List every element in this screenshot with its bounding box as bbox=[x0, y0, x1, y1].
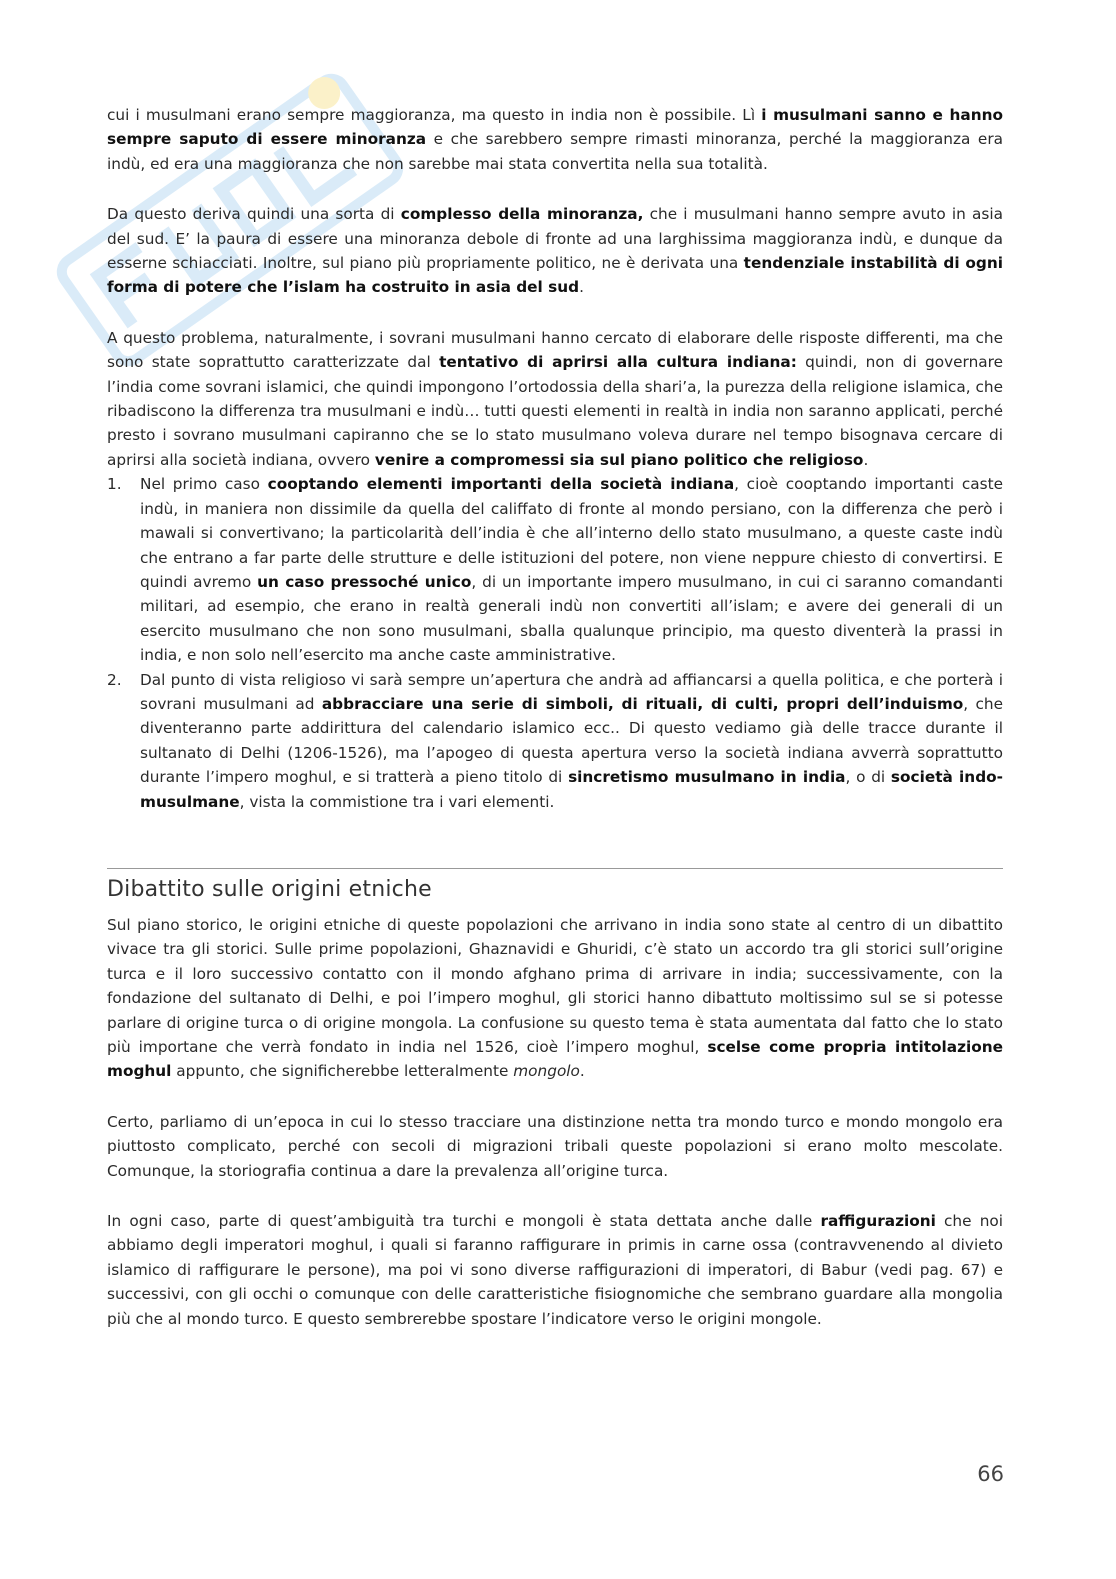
document-body bbox=[107, 103, 1003, 1331]
section-heading: Dibattito sulle origini etniche bbox=[107, 876, 432, 902]
list-item: 1. Nel primo caso cooptando elementi importanti della società indiana, cioè cooptando importanti caste indù, in maniera non dissimile da quella del califfato di fronte al mondo persiano, con la differenza che però i mawali si convertivano; la particolarità dell’india è che all’interno dello stato musulmano, a queste caste indù che entrano a far parte delle strutture e delle istituzioni del potere, non viene neppure chiesto di convertirsi. E quindi avremo un caso pressoché unico, di un importante impero musulmano, in cui ci saranno comandanti militari, ad esempio, che erano in realtà generali indù non convertiti all’islam; e avere dei generali di un esercito musulmano che non sono musulmani, sballa qualunque principio, ma questo diventerà la prassi in india, e non solo nell’esercito ma anche caste amministrative. bbox=[107, 475, 1003, 665]
paragraph-apertura-cultura-indiana: A questo problema, naturalmente, i sovrani musulmani hanno cercato di elaborare delle risposte differenti, ma che sono state soprattutto caratterizzate dal tentativo di aprirsi alla cultura indiana: quindi, non di governare l’india come sovrani islamici, che quindi impongono l’ortodossia della shari’a, la purezza della religione islamica, che ribadiscono la differenza tra musulmani e indù… tutti questi elementi in realtà in india non saranno applicati, perché presto i sovrano musulmani capiranno che se lo stato musulmano voleva durare nel tempo bisognava cercare di aprirsi alla società indiana, ovvero venire a compromessi sia sul piano politico che religioso. bbox=[107, 328, 1004, 469]
paragraph-minoranza: cui i musulmani erano sempre maggioranza, ma questo in india non è possibile. Lì i musulmani sanno e hanno sempre saputo di essere minoranza e che sarebbero sempre rimasti minoranza, perché la maggioranza era indù, ed era una maggioranza che non sarebbe mai stata convertita nella sua totalità. bbox=[107, 106, 1003, 173]
paragraph-origini-etniche: Sul piano storico, le origini etniche di queste popolazioni che arrivano in india sono state al centro di un dibattito vivace tra gli storici. Sulle prime popolazioni, Ghaznavidi e Ghuridi, c’è stato un accordo tra gli storici sull’origine turca e il loro successivo contatto con il mondo afghano prima di arrivare in india; successivamente, con la fondazione del sultanato di Delhi, e poi l’impero moghul, gli storici hanno dibattuto moltissimo sul se si potesse parlare di origine turca o di origine mongola. La confusione su questo tema è stata aumentata dal fatto che lo stato più importane che verrà fondato in india nel 1526, cioè l’impero moghul, scelse come propria intitolazione moghul appunto, che significherebbe letteralmente mongolo. bbox=[107, 915, 1003, 1081]
section-divider bbox=[107, 868, 1003, 869]
page-number: 66 bbox=[977, 1462, 1004, 1486]
list-item: 2. Dal punto di vista religioso vi sarà sempre un’apertura che andrà ad affiancarsi a quella politica, e che porterà i sovrani musulmani ad abbracciare una serie di simboli, di rituali, di culti, propri dell’induismo, che diventeranno parte addirittura del calendario islamico ecc.. Di questo vediamo già delle tracce durante il sultanato di Delhi (1206-1526), ma l’apogeo di questa apertura verso la società indiana avverrà soprattutto durante l’impero moghul, e si tratterà a pieno titolo di sincretismo musulmano in india, o di società indo-musulmane, vista la commistione tra i vari elementi. bbox=[107, 670, 1004, 811]
paragraph-mondo-turco-mongolo: Certo, parliamo di un’epoca in cui lo stesso tracciare una distinzione netta tra mondo turco e mondo mongolo era piuttosto complicato, perché con secoli di migrazioni tribali queste popolazioni si erano molto mescolate. Comunque, la storiografia continua a dare la prevalenza all’origine turca. bbox=[107, 1112, 1003, 1180]
paragraph-raffigurazioni: In ogni caso, parte di quest’ambiguità tra turchi e mongoli è stata dettata anche dalle raffigurazioni che noi abbiamo degli imperatori moghul, i quali si faranno raffigurare in primis in carne ossa (contravvenendo al divieto islamico di raffigurare le persone), ma poi vi sono diverse raffigurazioni di imperatori, di Babur (vedi pag. 67) e successivi, con gli occhi o comunque con delle caratteristiche fisiognomiche che sembrano guardare alla mongolia più che al mondo turco. E questo sembrerebbe spostare l’indicatore verso le origini mongole. bbox=[107, 1212, 1004, 1328]
paragraph-complesso-minoranza: Da questo deriva quindi una sorta di complesso della minoranza, che i musulmani hanno sempre avuto in asia del sud. E’ la paura di essere una minoranza debole di fronte ad una larghissima maggioranza indù, e dunque da esserne schiacciati. Inoltre, sul piano più propriamente politico, ne è derivata una tendenziale instabilità di ogni forma di potere che l’islam ha costruito in asia del sud. bbox=[107, 205, 1003, 297]
numbered-list bbox=[107, 472, 1003, 814]
